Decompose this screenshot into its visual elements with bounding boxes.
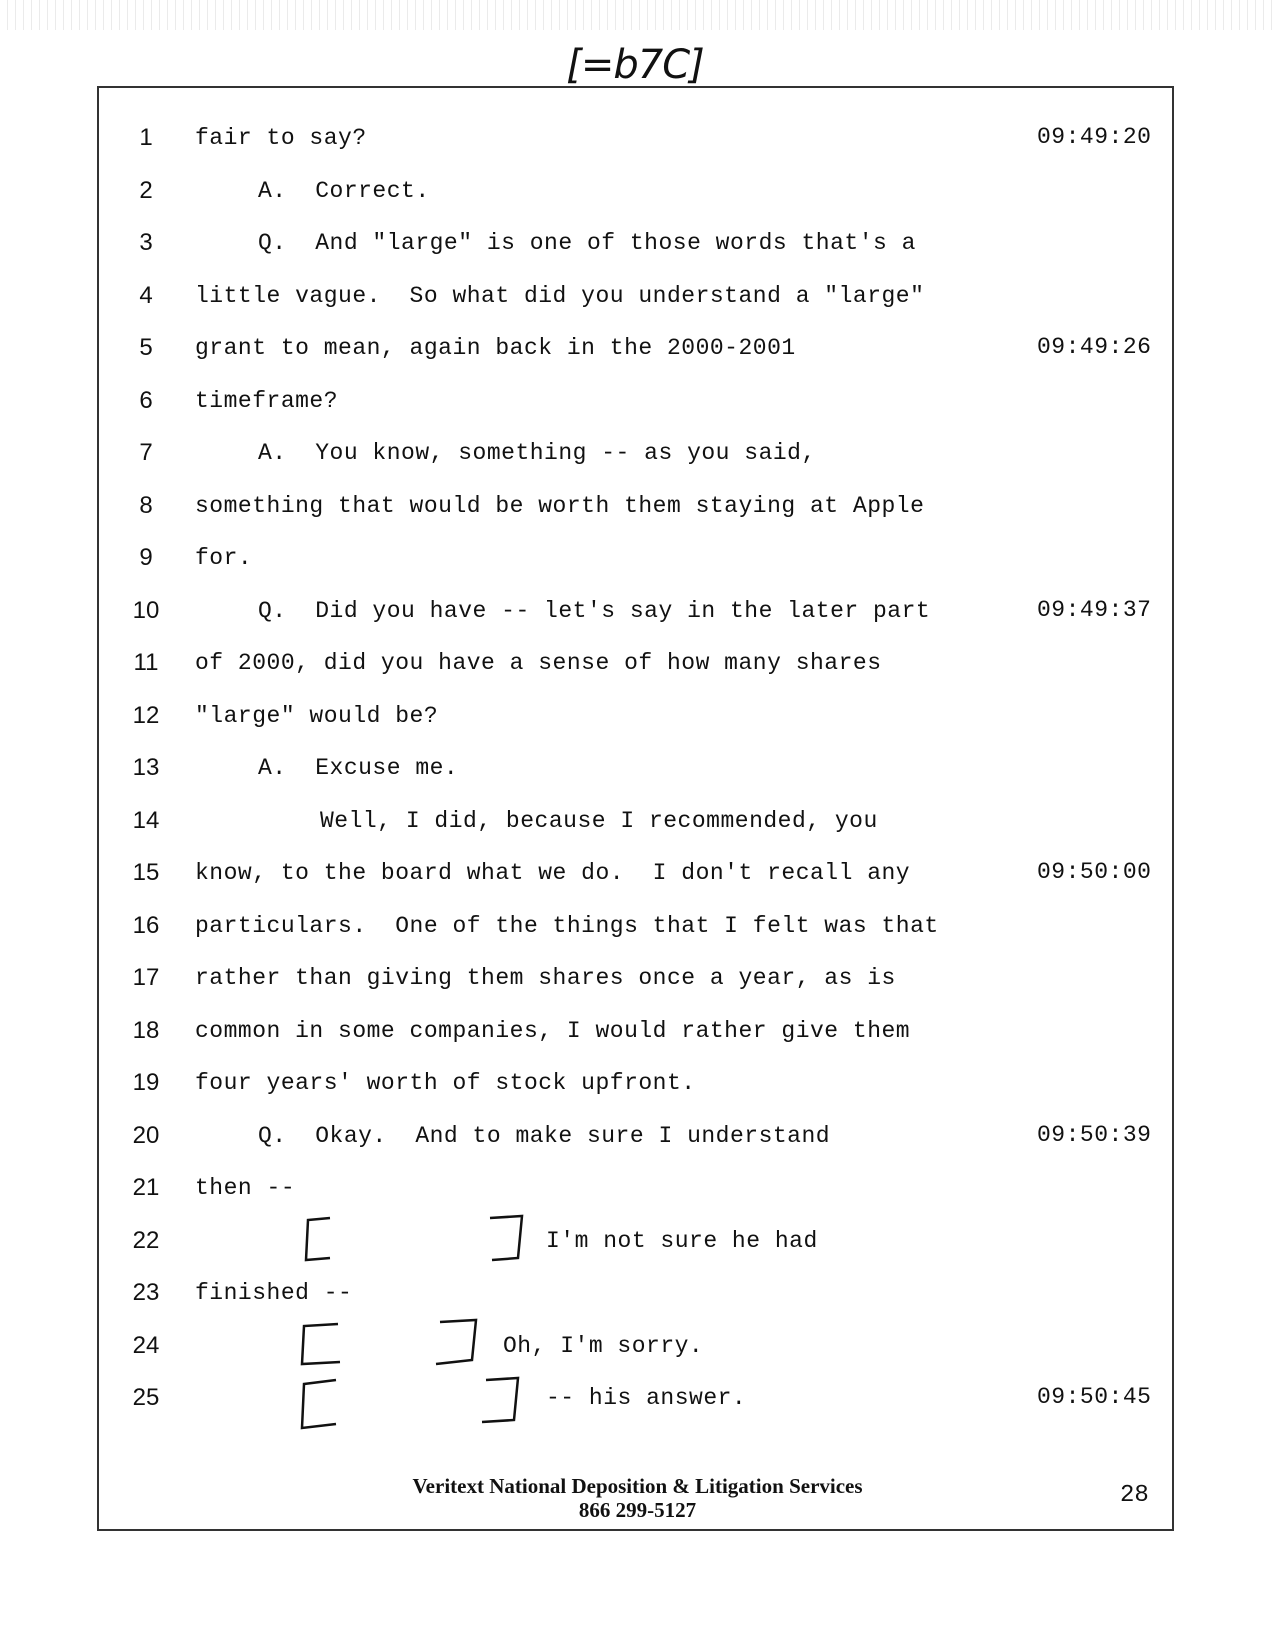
timestamp: 09:50:00: [1037, 859, 1152, 885]
line-number: 17: [132, 964, 160, 991]
page-number: 28: [1120, 1482, 1149, 1509]
line-text: Oh, I'm sorry.: [503, 1332, 704, 1359]
line-text: grant to mean, again back in the 2000-2001: [195, 335, 796, 361]
line-number: 4: [139, 281, 153, 309]
line-text: A. Correct.: [258, 177, 430, 204]
line-number: 15: [132, 859, 160, 886]
line-number: 3: [139, 229, 153, 256]
redaction-bracket-line-24: [296, 1318, 496, 1368]
line-number: 9: [139, 544, 153, 571]
line-number: 16: [132, 911, 160, 939]
transcript-line: [0, 750, 1275, 790]
line-text: A. You know, something -- as you said,: [258, 440, 816, 466]
line-text: four years' worth of stock upfront.: [195, 1070, 696, 1096]
transcript-line: [0, 1380, 1275, 1420]
transcript-line: [0, 120, 1275, 160]
line-text: know, to the board what we do. I don't recall any: [195, 860, 911, 886]
line-text: Q. Okay. And to make sure I understand: [258, 1122, 831, 1149]
line-text: I'm not sure he had: [546, 1227, 818, 1254]
line-number: 20: [132, 1121, 160, 1149]
line-number: 13: [132, 754, 160, 781]
transcript-line: [0, 698, 1275, 738]
line-text: something that would be worth them staying at Apple: [195, 492, 925, 519]
line-text: "large" would be?: [195, 702, 439, 729]
transcript-line: [0, 383, 1275, 423]
redaction-bracket-line-22: [300, 1214, 540, 1264]
transcript-line: [0, 225, 1275, 265]
line-number: 6: [139, 386, 153, 414]
line-text: Q. Did you have -- let's say in the later part: [258, 597, 931, 624]
line-number: 1: [139, 124, 153, 151]
line-text: Well, I did, because I recommended, you: [320, 807, 878, 834]
line-number: 23: [132, 1279, 160, 1306]
line-number: 2: [139, 176, 153, 204]
transcript-line: [0, 173, 1275, 213]
line-text: rather than giving them shares once a year, as is: [195, 965, 896, 991]
footer-company: Veritext National Deposition & Litigation Services: [412, 1474, 863, 1498]
line-number: 19: [132, 1069, 160, 1096]
transcript-line: [0, 1170, 1275, 1210]
line-number: 22: [132, 1226, 160, 1254]
transcript-line: [0, 645, 1275, 685]
transcript-line: [0, 278, 1275, 318]
transcript-line: [0, 803, 1275, 843]
line-number: 14: [132, 806, 160, 834]
transcript-line: [0, 488, 1275, 528]
transcript-line: [0, 540, 1275, 580]
timestamp: 09:50:39: [1037, 1121, 1152, 1148]
line-text: of 2000, did you have a sense of how many shares: [195, 650, 882, 676]
transcript-line: [0, 1328, 1275, 1368]
line-text: particulars. One of the things that I felt was that: [195, 912, 939, 939]
line-text: little vague. So what did you understand a "large": [195, 282, 925, 309]
timestamp: 09:49:37: [1037, 596, 1152, 623]
line-text: Q. And "large" is one of those words that's a: [258, 230, 916, 256]
line-number: 21: [132, 1174, 160, 1201]
timestamp: 09:50:45: [1037, 1384, 1152, 1410]
timestamp: 09:49:26: [1037, 334, 1152, 360]
redaction-bracket-line-25: [296, 1374, 536, 1434]
footer-phone: 866 299-5127: [578, 1498, 697, 1522]
transcript-line: [0, 960, 1275, 1000]
transcript-line: [0, 908, 1275, 948]
line-text: timeframe?: [195, 387, 339, 414]
transcript-line: [0, 1065, 1275, 1105]
transcript-line: [0, 330, 1275, 370]
line-text: A. Excuse me.: [258, 755, 459, 781]
transcript-line: [0, 1275, 1275, 1315]
line-text: finished --: [195, 1280, 353, 1306]
line-number: 24: [132, 1331, 160, 1359]
transcript-line: [0, 1223, 1275, 1263]
line-number: 10: [132, 596, 160, 624]
line-text: fair to say?: [195, 125, 367, 151]
line-text: for.: [195, 545, 253, 571]
line-number: 7: [139, 439, 153, 466]
stamp-text: [=b7C]: [566, 42, 704, 88]
line-text: -- his answer.: [546, 1385, 747, 1411]
transcript-line: [0, 593, 1275, 633]
transcript-line: [0, 855, 1275, 895]
transcript-line: [0, 1013, 1275, 1053]
line-number: 5: [139, 334, 153, 361]
line-number: 18: [132, 1016, 160, 1044]
line-number: 25: [132, 1384, 160, 1411]
line-number: 8: [139, 491, 153, 519]
line-number: 12: [132, 701, 160, 729]
timestamp: 09:49:20: [1037, 124, 1152, 150]
transcript-line: [0, 1118, 1275, 1158]
line-number: 11: [133, 649, 159, 676]
scan-noise: [0, 0, 1275, 30]
line-text: then --: [195, 1175, 296, 1201]
transcript-line: [0, 435, 1275, 475]
line-text: common in some companies, I would rather give them: [195, 1017, 911, 1044]
